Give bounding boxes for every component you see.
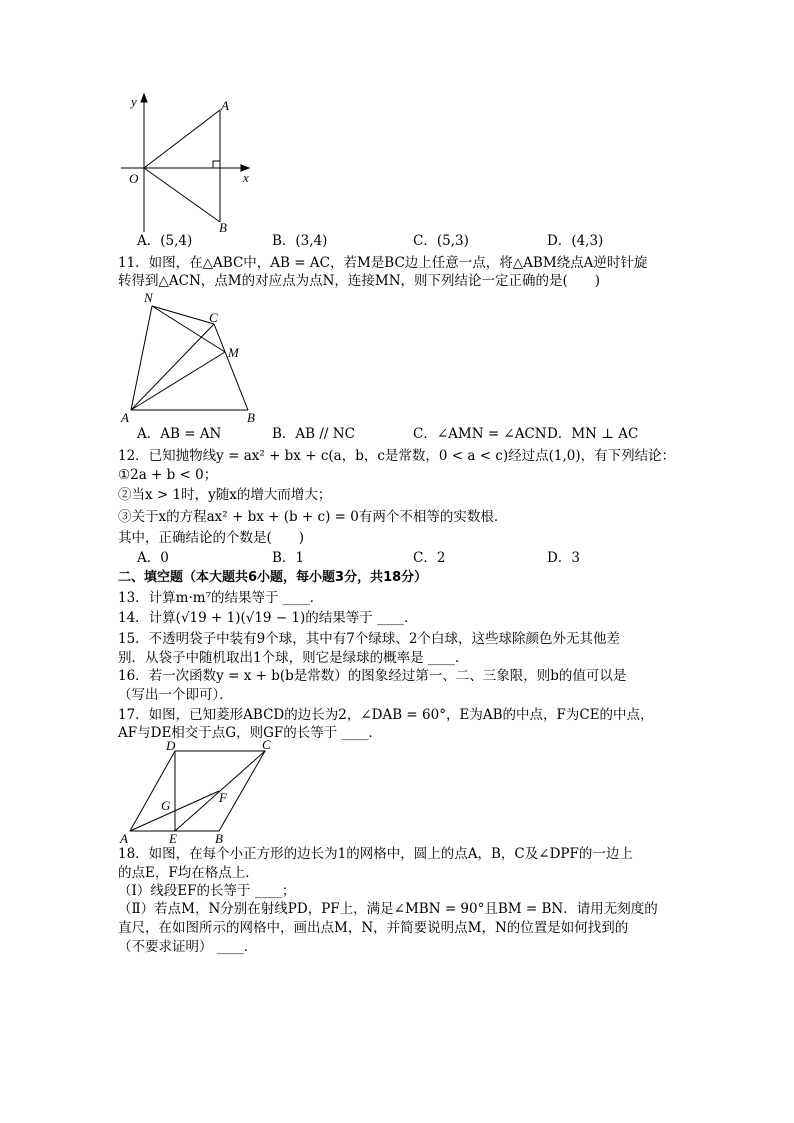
q11-option-c: C．∠AMN = ∠ACN — [413, 426, 547, 442]
q11-line-1: 11．如图，在△ABC中，AB = AC，若M是BC边上任意一点，将△ABM绕点A逆时针旋 — [118, 255, 648, 271]
label-n: N — [144, 290, 153, 305]
label-g: G — [161, 798, 171, 813]
q18-part-1: （Ⅰ）线段EF的长等于 ____； — [118, 883, 296, 899]
label-c: C — [209, 310, 218, 325]
q12-option-a: A．0 — [137, 550, 169, 566]
q18-part-2-line-3: （不要求证明） ____． — [118, 939, 258, 955]
q12-option-b: B．1 — [272, 550, 305, 566]
q10-option-c: C．(5,3) — [413, 233, 469, 249]
q12-option-d: D．3 — [547, 550, 580, 566]
q10-option-a: A．(5,4) — [137, 233, 193, 249]
segment-ob — [144, 168, 220, 222]
q11-option-a: A．AB = AN — [137, 426, 222, 442]
segment-nc — [152, 306, 214, 324]
q17-figure — [115, 736, 285, 846]
q11-line-2: 转得到△ACN，点M的对应点为点N，连接MN，则下列结论一定正确的是( ) — [118, 273, 601, 289]
q12-conclusion-1: ①2a + b < 0； — [118, 467, 218, 483]
segment-cb — [214, 324, 248, 410]
q17-line-1: 17．如图，已知菱形ABCD的边长为2，∠DAB = 60°，E为AB的中点，F为CE的中点， — [118, 707, 654, 723]
label-m: M — [228, 345, 239, 360]
label-f: F — [219, 790, 227, 805]
q11-option-b: B．AB // NC — [272, 426, 355, 442]
segment-oa — [144, 110, 220, 168]
label-x: x — [243, 170, 249, 185]
label-a: A — [120, 831, 128, 846]
q18-line-2: 的点E，F均在格点上． — [118, 865, 259, 881]
q18-line-1: 18．如图，在每个小正方形的边长为1的网格中，圆上的点A，B，C及∠DPF的一边上 — [118, 846, 633, 862]
label-a: A — [221, 98, 229, 113]
q10-option-b: B．(3,4) — [272, 233, 328, 249]
q11-option-d: D．MN ⊥ AC — [547, 426, 639, 442]
q13: 13．计算m·m⁷的结果等于 ____． — [118, 590, 324, 606]
label-o: O — [129, 171, 139, 186]
label-c: C — [262, 737, 271, 752]
q18-part-2-line-2: 直尺，在如图所示的网格中，画出点M，N，并简要说明点M，N的位置是如何找到的 — [118, 920, 629, 936]
q15-line-2: 别．从袋子中随机取出1个球，则它是绿球的概率是 ____． — [118, 650, 469, 666]
right-angle-mark — [213, 161, 220, 168]
q16-line-1: 16．若一次函数y = x + b(b是常数）的图象经过第一、二、三象限，则b的值可以是 — [118, 668, 627, 684]
segment-an — [131, 306, 152, 410]
q10-figure — [115, 88, 265, 238]
q12-line-1: 12．已知抛物线y = ax² + bx + c(a，b，c是常数，0 < a < c)经过点(1,0)，有下列结论： — [118, 448, 676, 464]
q18-part-2-line-1: （Ⅱ）若点M，N分别在射线PD，PF上，满足∠MBN = 90°且BM = BN．请用无刻度的 — [118, 901, 658, 917]
y-axis-arrow — [141, 94, 147, 102]
section-2-heading: 二、填空题（本大题共6小题，每小题3分，共18分） — [118, 570, 428, 585]
label-b: B — [247, 410, 255, 425]
rhombus-abcd — [130, 751, 265, 831]
label-b: B — [215, 831, 223, 846]
q12-conclusion-3: ③关于x的方程ax² + bx + (b + c) = 0有两个不相等的实数根． — [118, 509, 508, 525]
q12-conclusion-2: ②当x > 1时，y随x的增大而增大； — [118, 487, 332, 503]
q16-line-2: （写出一个即可）． — [118, 687, 233, 703]
q11-figure — [115, 288, 275, 430]
label-b: B — [219, 220, 227, 235]
q15-line-1: 15．不透明袋子中装有9个球，其中有7个绿球、2个白球，这些球除颜色外无其他差 — [118, 631, 620, 647]
q17-line-2: AF与DE相交于点G，则GF的长等于 ____． — [118, 725, 383, 741]
q10-option-d: D．(4,3) — [547, 233, 604, 249]
q12-option-c: C．2 — [413, 550, 446, 566]
label-y: y — [131, 94, 137, 109]
label-d: D — [166, 738, 176, 753]
q12-ask: 其中，正确结论的个数是( ) — [118, 530, 305, 546]
label-a: A — [121, 410, 129, 425]
label-e: E — [169, 831, 177, 846]
q14: 14．计算(√19 + 1)(√19 − 1)的结果等于 ____． — [118, 610, 418, 626]
